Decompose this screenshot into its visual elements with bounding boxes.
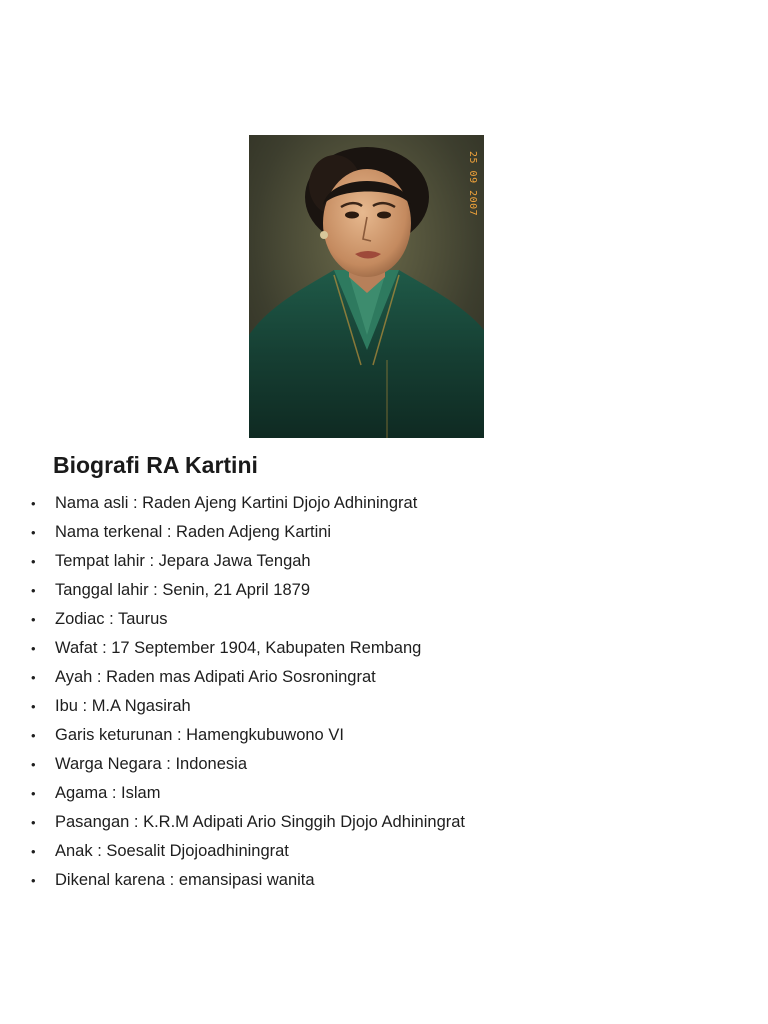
bullet: • [31,612,36,627]
portrait-image [249,135,484,438]
fact-ibu [0,692,768,721]
fact-text: Tanggal lahir : Senin, 21 April 1879 [55,581,311,599]
fact-text: Ayah : Raden mas Adipati Ario Sosroningrat [55,668,376,686]
bullet: • [31,873,36,888]
bullet: • [31,525,36,540]
fact-nama-asli [0,489,768,518]
bullet: • [31,786,36,801]
fact-warga-negara [0,750,768,779]
bullet: • [31,554,36,569]
fact-agama [0,779,768,808]
fact-tempat-lahir [0,547,768,576]
fact-text: Dikenal karena : emansipasi wanita [55,871,315,889]
bullet: • [31,496,36,511]
bullet: • [31,757,36,772]
photo-date-stamp: 25 09 2007 [467,151,478,217]
bullet: • [31,815,36,830]
fact-tanggal-lahir [0,576,768,605]
page-title: Biografi RA Kartini [53,452,258,478]
bullet: • [31,641,36,656]
bullet: • [31,670,36,685]
biography-facts-list [0,489,768,895]
fact-garis-keturunan [0,721,768,750]
fact-anak [0,837,768,866]
bullet: • [31,699,36,714]
fact-dikenal-karena [0,866,768,895]
fact-text: Wafat : 17 September 1904, Kabupaten Rembang [55,639,422,657]
fact-text: Warga Negara : Indonesia [55,755,247,773]
fact-text: Tempat lahir : Jepara Jawa Tengah [55,552,311,570]
fact-text: Garis keturunan : Hamengkubuwono VI [55,726,344,744]
fact-text: Nama terkenal : Raden Adjeng Kartini [55,523,332,541]
fact-pasangan [0,808,768,837]
bullet: • [31,844,36,859]
fact-text: Pasangan : K.R.M Adipati Ario Singgih Djojo Adhiningrat [55,813,466,831]
fact-zodiac [0,605,768,634]
fact-ayah [0,663,768,692]
fact-text: Ibu : M.A Ngasirah [55,697,191,715]
fact-text: Nama asli : Raden Ajeng Kartini Djojo Adhiningrat [55,494,418,512]
fact-wafat [0,634,768,663]
bullet: • [31,728,36,743]
fact-nama-terkenal [0,518,768,547]
fact-text: Zodiac : Taurus [55,610,168,628]
bullet: • [31,583,36,598]
fact-text: Agama : Islam [55,784,161,802]
portrait-painting [249,135,484,438]
fact-text: Anak : Soesalit Djojoadhiningrat [55,842,289,860]
